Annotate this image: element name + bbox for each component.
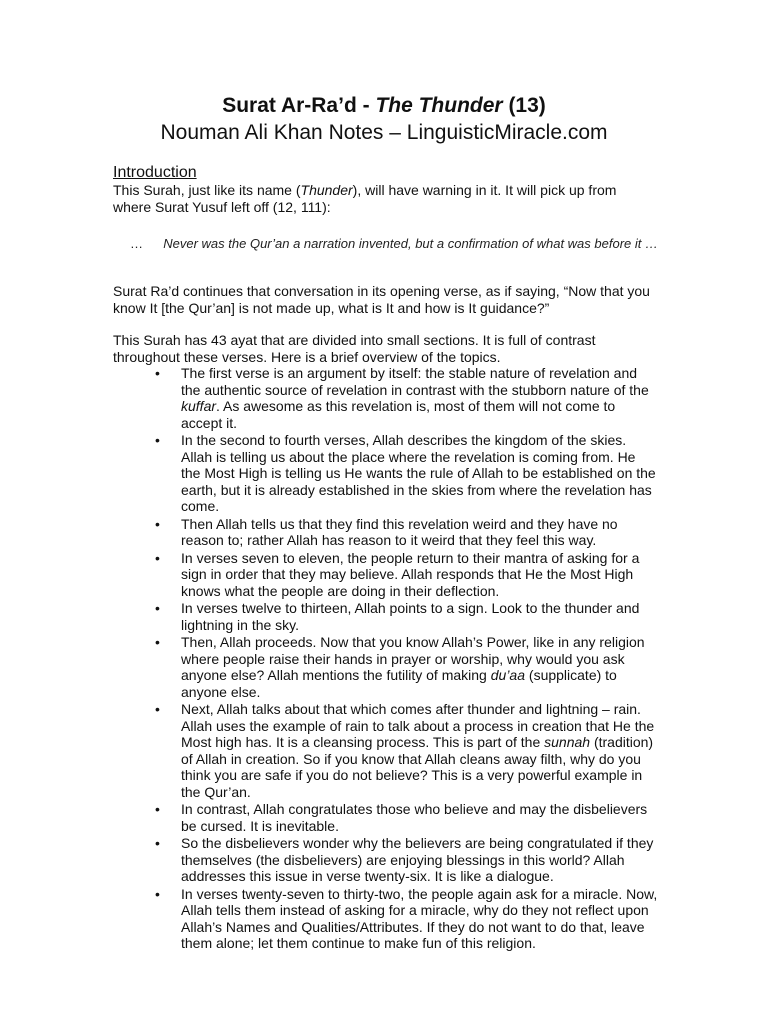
bullet-icon: •	[155, 701, 160, 717]
intro-paragraph-1	[113, 182, 658, 215]
quran-quote	[130, 235, 658, 252]
bullet-icon: •	[155, 365, 160, 381]
topic-list-item	[113, 801, 658, 834]
topic-text: In verses twenty-seven to thirty-two, the people again ask for a miracle. Now, Allah tells them instead of asking for a miracle, why do they not reflect upon Allah’s Names and Qualities/Attributes. If they do not want to do that, leave them alone; let them continue to make fun of this religion.	[181, 885, 658, 951]
topic-list-item	[113, 516, 658, 549]
topic-text: In the second to fourth verses, Allah describes the kingdom of the skies. Allah is telling us about the place where the revelation is coming from. He the Most High is telling us He wants the rule of Allah to be established on the earth, but it is already established in the skies from where the revelation has come.	[181, 432, 656, 514]
topic-text: The first verse is an argument by itself: the stable nature of revelation and the authentic source of revelation in contrast with the stubborn nature of the	[181, 365, 649, 398]
quote-leading-ellipsis: …	[130, 236, 143, 251]
topic-text: Then, Allah proceeds. Now that you know Allah’s Power, like in any religion where people raise their hands in prayer or worship, why would you ask anyone else? Allah mentions the futility of making	[181, 634, 645, 683]
bullet-icon: •	[155, 801, 160, 817]
intro-p1-emphasis: Thunder	[300, 182, 353, 198]
topic-emphasis: kuffar	[181, 398, 217, 414]
title-italic: The Thunder	[375, 94, 503, 117]
topic-list-item	[113, 365, 658, 431]
topic-list-item	[113, 600, 658, 633]
bullet-icon: •	[155, 885, 160, 902]
topic-text: So the disbelievers wonder why the believers are being congratulated if they themselves (the disbelievers) are enjoying blessings in this world? Allah addresses this issue in verse twenty-six. It is like a dialogue.	[181, 835, 654, 884]
intro-p1-part-b: ), will have warning in it. It will pick up from where Surat Yusuf left off (12, 111):	[113, 182, 617, 215]
quote-text: Never was the Qur’an a narration invented, but a confirmation of what was before it …	[163, 236, 658, 251]
topic-list-item	[113, 432, 658, 515]
topic-text: Next, Allah talks about that which comes after thunder and lightning – rain. Allah uses the example of rain to talk about a process in creation that He the Most high has. It is a cleansing process. This is part of the	[181, 701, 655, 750]
topic-text: In verses seven to eleven, the people return to their mantra of asking for a sign in order that they may believe. Allah responds that He the Most High knows what the people are doing in their deflection.	[181, 549, 640, 599]
topic-text: In contrast, Allah congratulates those who believe and may the disbelievers be cursed. It is inevitable.	[181, 801, 648, 834]
topic-list-item	[113, 835, 658, 885]
topic-text-continued: (supplicate) to anyone else.	[181, 667, 617, 700]
topic-text: Then Allah tells us that they find this revelation weird and they have no reason to; rather Allah has reason to it weird that they feel this way.	[181, 515, 618, 548]
bullet-icon: •	[155, 634, 160, 650]
topic-text: In verses twelve to thirteen, Allah points to a sign. Look to the thunder and lightning in the sky.	[181, 600, 640, 633]
document-subtitle: Nouman Ali Khan Notes – LinguisticMiracle.com	[160, 121, 608, 144]
topic-emphasis: sunnah	[544, 734, 591, 750]
topic-list-item	[113, 701, 658, 800]
topic-text-continued: . As awesome as this revelation is, most of them will not come to accept it.	[181, 398, 616, 431]
intro-p1-part-a: This Surah, just like its name (	[113, 182, 301, 198]
intro-paragraph-2: Surat Ra’d continues that conversation in its opening verse, as if saying, “Now that you know It [the Qur’an] is not made up, what is It and how is It guidance?”	[113, 283, 650, 316]
title-suffix: (13)	[502, 94, 546, 117]
topics-list	[113, 365, 658, 953]
section-heading-introduction: Introduction	[113, 164, 197, 181]
topic-list-item	[113, 886, 658, 952]
bullet-icon: •	[155, 515, 160, 532]
bullet-icon: •	[155, 835, 160, 851]
bullet-icon: •	[155, 549, 160, 566]
topic-text-continued: (tradition) of Allah in creation. So if you know that Allah cleans away filth, why do you think you are safe if you do not believe? This is a very powerful example in the Qur’an.	[181, 734, 654, 800]
topic-emphasis: du’aa	[490, 667, 526, 683]
topic-list-item	[113, 550, 658, 600]
bullet-icon: •	[155, 432, 160, 448]
intro-paragraph-3: This Surah has 43 ayat that are divided into small sections. It is full of contrast throughout these verses. Here is a brief overview of the topics.	[113, 332, 596, 365]
topic-list-item	[113, 634, 658, 700]
title-prefix: Surat Ar-Ra’d -	[222, 94, 376, 117]
document-title	[0, 93, 768, 119]
bullet-icon: •	[155, 600, 160, 616]
